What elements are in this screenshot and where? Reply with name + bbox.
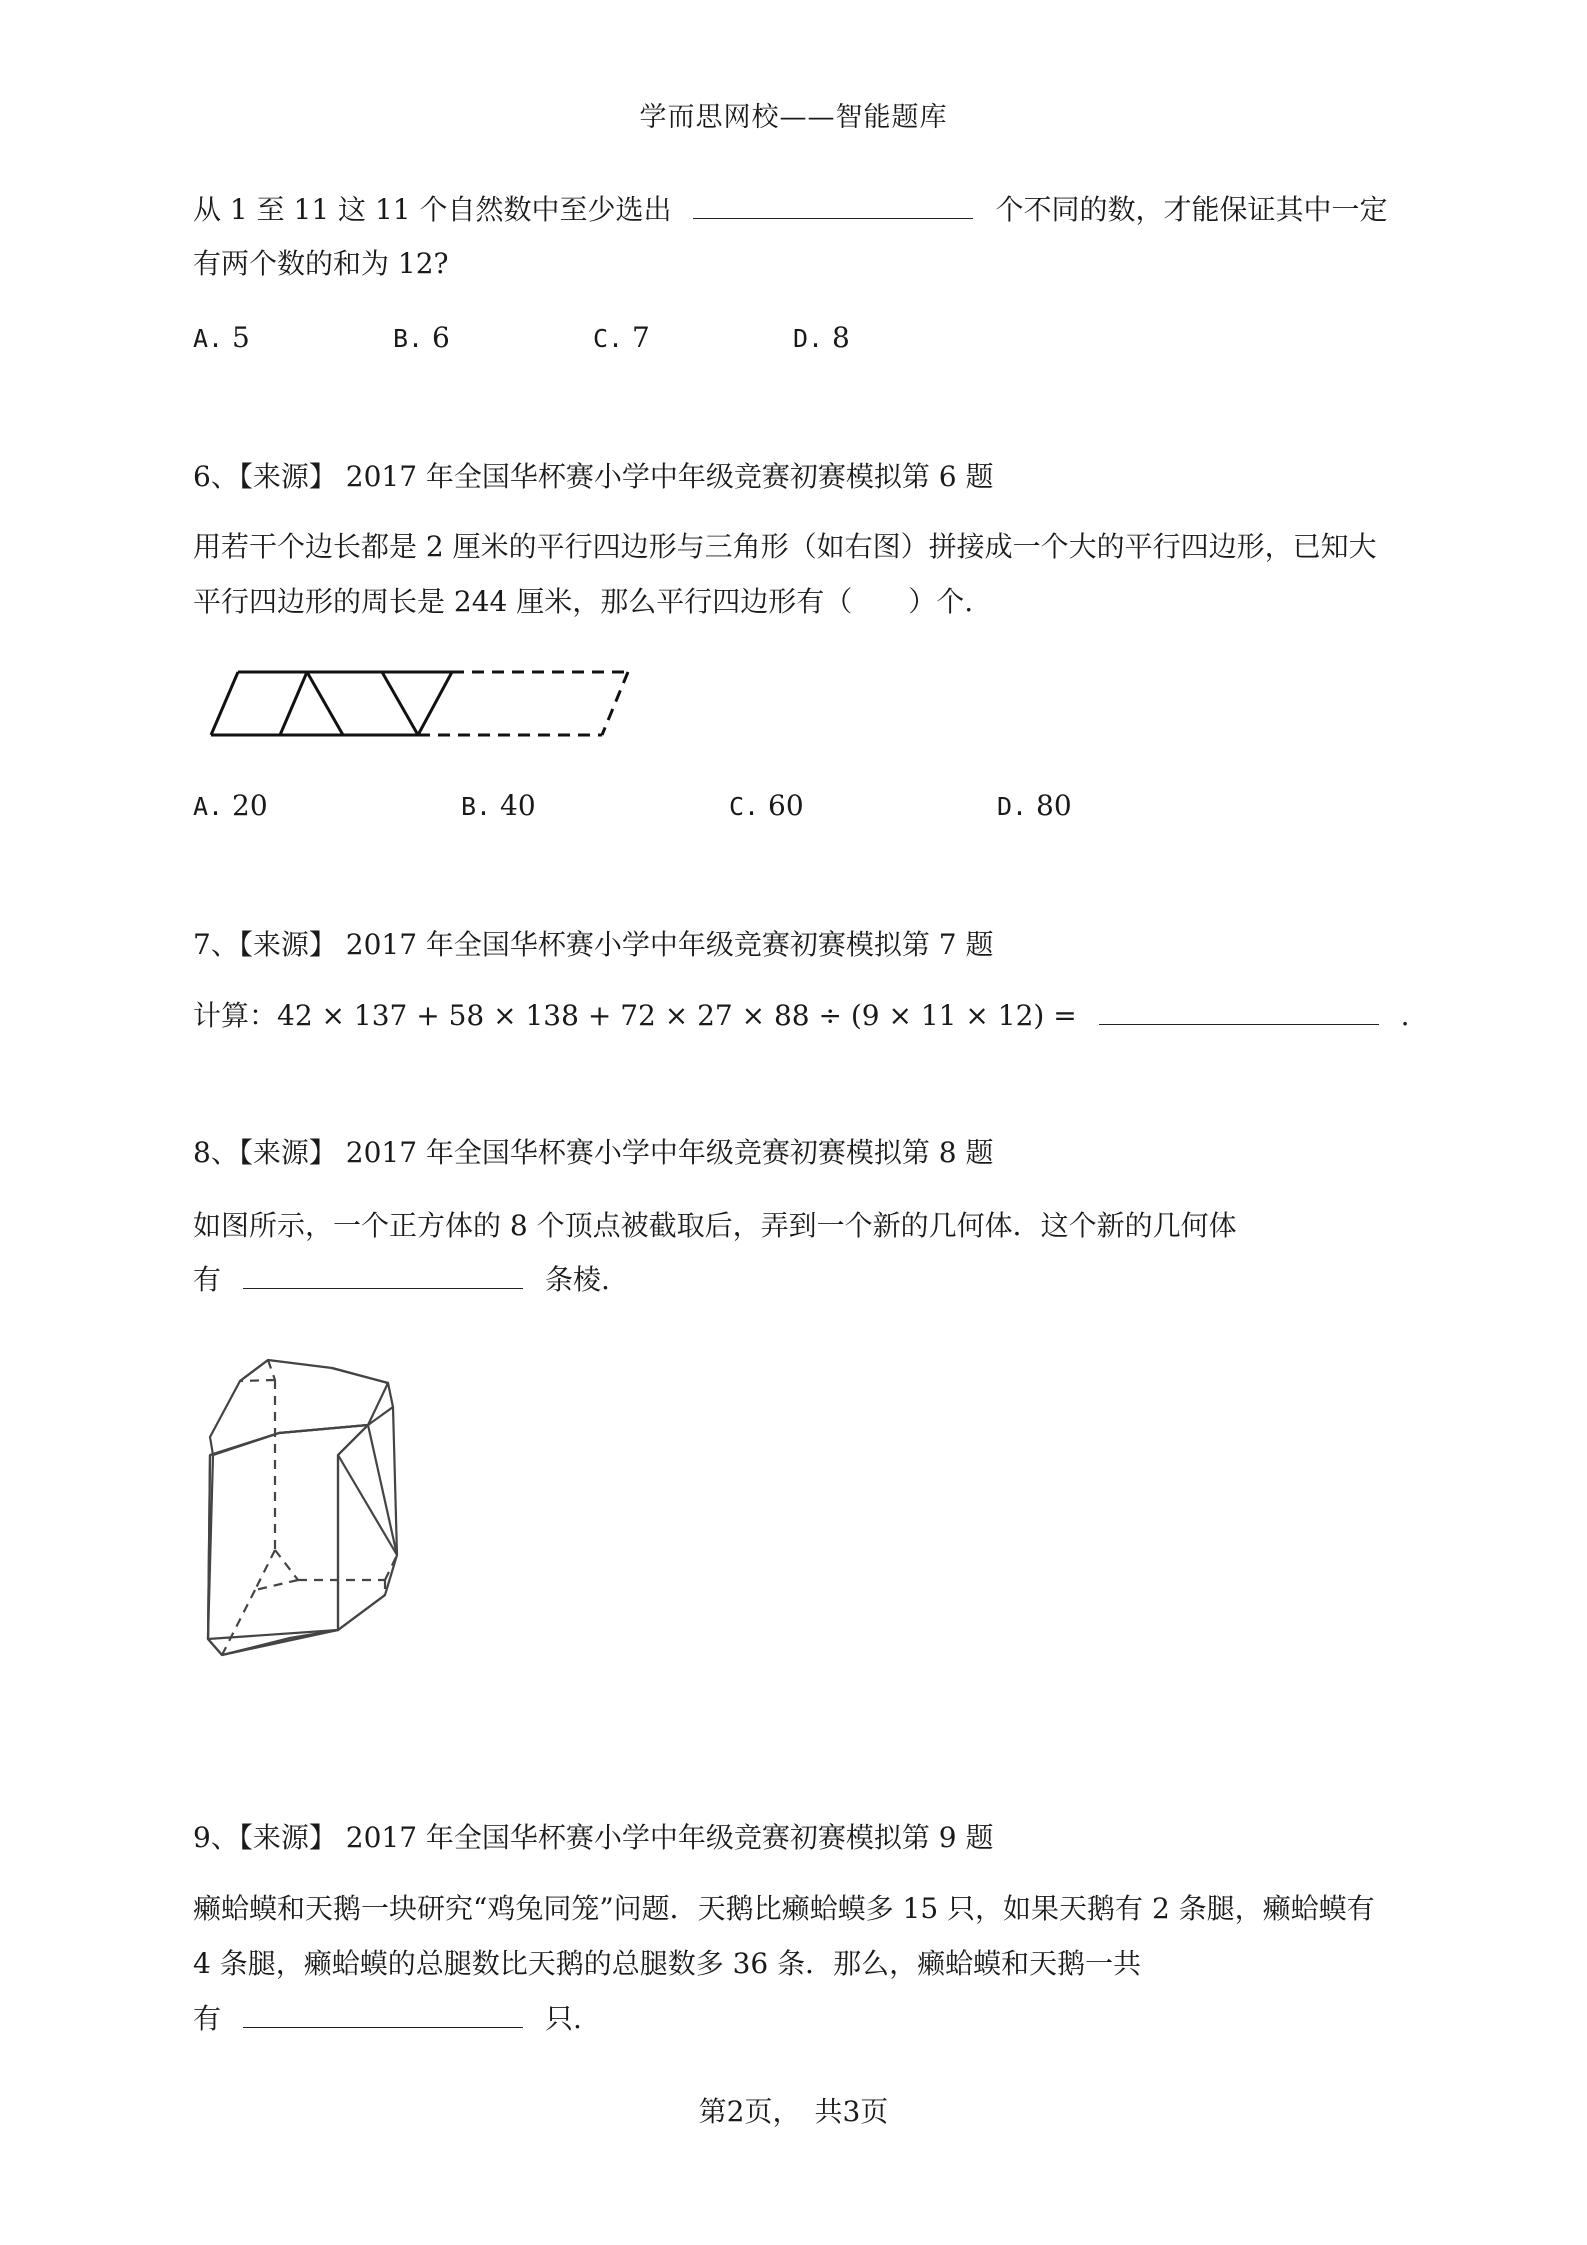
figure-dashed-edge [275, 1550, 298, 1580]
figure-edge [418, 672, 452, 735]
q8-line-1: 如图所示，一个正方体的 8 个顶点被截取后，弄到一个新的几何体．这个新的几何体 [193, 1209, 1237, 1242]
q9-source-tag: 【来源】 [238, 1821, 337, 1854]
q6-line-1: 用若干个边长都是 2 厘米的平行四边形与三角形（如右图）拼接成一个大的平行四边形，已知大 [193, 530, 1377, 563]
q9-number: 9、 [193, 1821, 239, 1854]
q7-expression-line [193, 996, 1410, 1036]
q8-text-after-blank: 条棱. [545, 1263, 610, 1296]
q8-line-2 [193, 1260, 610, 1300]
figure-dashed-edge [602, 672, 628, 735]
page-footer: 第2页， 共3页 [698, 2095, 889, 2128]
figure-edge [368, 1425, 397, 1555]
q9-text-after-blank: 只. [545, 2002, 582, 2035]
figure-edge [338, 1595, 385, 1630]
q9-line-1: 癞蛤蟆和天鹅一块研究“鸡兔同笼”问题．天鹅比癞蛤蟆多 15 只，如果天鹅有 2 条腿，癞蛤蟆有 [193, 1892, 1375, 1925]
q7-source-tag: 【来源】 [238, 928, 337, 961]
q6-option-c[interactable]: C. 60 [729, 789, 804, 822]
q7-number: 7、 [193, 928, 239, 961]
figure-edge [208, 1425, 368, 1655]
figure-edge [388, 1383, 393, 1407]
q6-option-d[interactable]: D. 80 [997, 789, 1072, 822]
q9-heading [193, 1818, 994, 1858]
q6-source: 2017 年全国华杯赛小学中年级竞赛初赛模拟第 6 题 [345, 460, 994, 493]
q7-answer-blank[interactable] [1099, 996, 1379, 1025]
figure-edge [208, 1407, 397, 1655]
q7-expression: 计算：42 × 137 + 58 × 138 + 72 × 27 × 88 ÷ (9 × 11 × 12) = [193, 999, 1077, 1032]
figure-edge [382, 672, 418, 735]
q5-line-1 [193, 190, 1388, 230]
q8-heading [193, 1133, 994, 1173]
q6-parallelogram-figure [200, 665, 640, 740]
figure-dashed-edge [255, 1580, 298, 1590]
figure-edge [210, 1360, 388, 1455]
q6-line-2: 平行四边形的周长是 244 厘米，那么平行四边形有（ ）个. [193, 585, 974, 618]
q5-answer-blank[interactable] [693, 190, 973, 219]
figure-edge [211, 672, 238, 735]
q8-source-tag: 【来源】 [238, 1136, 337, 1169]
q9-line-3 [193, 1999, 582, 2039]
q5-text-before-blank: 从 1 至 11 这 11 个自然数中至少选出 [193, 193, 672, 226]
q9-source: 2017 年全国华杯赛小学中年级竞赛初赛模拟第 9 题 [345, 1821, 994, 1854]
q9-text-before-blank: 有 [193, 2002, 222, 2035]
figure-edge [307, 672, 343, 735]
figure-edge [280, 672, 307, 735]
figure-edge [332, 1368, 388, 1383]
q6-heading [193, 457, 994, 497]
figure-edge [240, 1360, 268, 1381]
q8-truncated-cube-figure [200, 1355, 520, 1695]
q8-answer-blank[interactable] [243, 1260, 523, 1289]
figure-edge [338, 1455, 397, 1555]
q8-source: 2017 年全国华杯赛小学中年级竞赛初赛模拟第 8 题 [345, 1136, 994, 1169]
q5-text-after-blank: 个不同的数，才能保证其中一定 [995, 193, 1388, 226]
q5-option-c[interactable]: C. 7 [593, 321, 650, 354]
q7-source: 2017 年全国华杯赛小学中年级竞赛初赛模拟第 7 题 [345, 928, 994, 961]
q6-option-b[interactable]: B. 40 [461, 789, 536, 822]
q7-heading [193, 925, 994, 965]
q6-source-tag: 【来源】 [238, 460, 337, 493]
q7-period: . [1400, 999, 1410, 1032]
q8-text-before-blank: 有 [193, 1263, 222, 1296]
figure-dashed-edge [268, 1360, 275, 1380]
q5-option-b[interactable]: B. 6 [393, 321, 450, 354]
figure-dashed-edge [240, 1380, 275, 1381]
figure-dashed-edge [222, 1590, 255, 1655]
q6-number: 6、 [193, 460, 239, 493]
q5-option-a[interactable]: A. 5 [193, 321, 250, 354]
q5-line-2: 有两个数的和为 12? [193, 247, 449, 280]
q5-option-d[interactable]: D. 8 [793, 321, 850, 354]
q6-option-a[interactable]: A. 20 [193, 789, 268, 822]
q8-number: 8、 [193, 1136, 239, 1169]
page-header: 学而思网校——智能题库 [639, 102, 948, 133]
q9-line-2: 4 条腿，癞蛤蟆的总腿数比天鹅的总腿数多 36 条．那么，癞蛤蟆和天鹅一共 [193, 1947, 1142, 1980]
q9-answer-blank[interactable] [243, 1999, 523, 2028]
figure-dashed-edge [255, 1550, 275, 1590]
